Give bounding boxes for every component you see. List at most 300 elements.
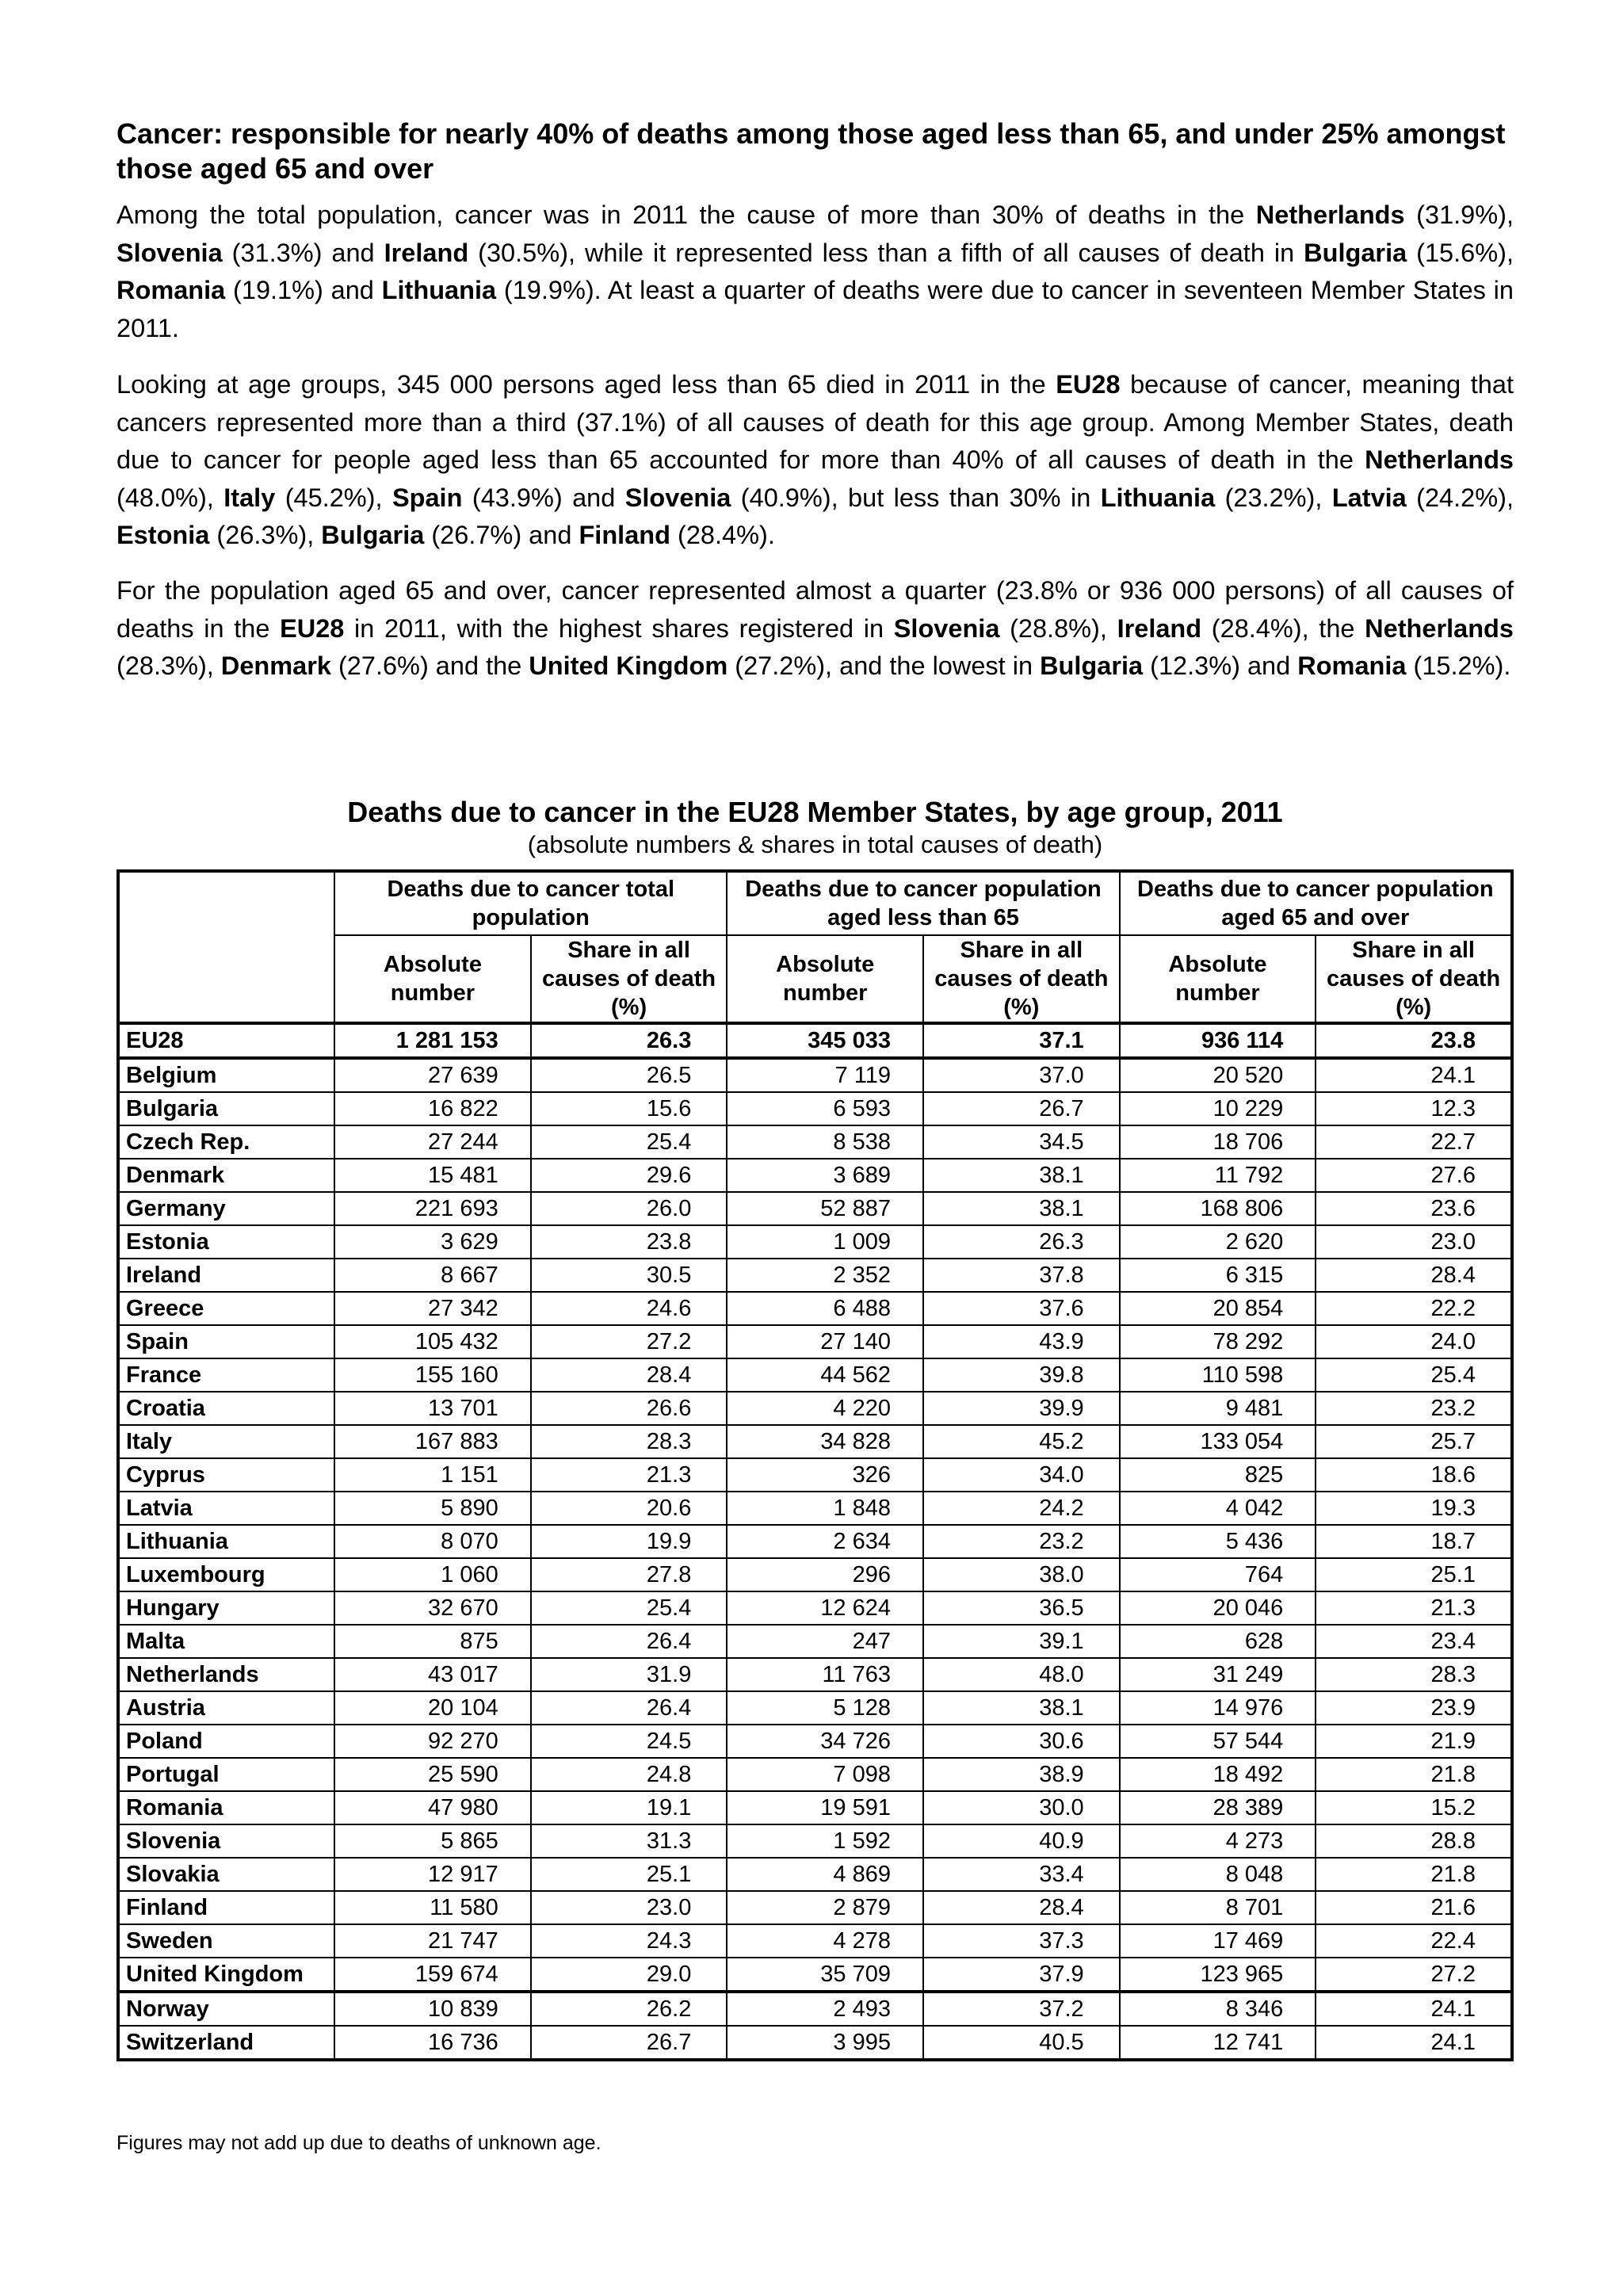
absolute-number-cell: 47 980 [334,1791,531,1824]
table-row [118,1625,1512,1658]
header-country-blank [118,871,334,1023]
table-row [118,1159,1512,1192]
header-group-65-over: Deaths due to cancer population aged 65 and over [1120,871,1512,935]
share-cell: 28.4 [923,1891,1120,1924]
share-cell: 24.3 [531,1924,727,1958]
table-row [118,1225,1512,1259]
share-cell: 25.1 [531,1858,727,1891]
absolute-number-cell: 345 033 [727,1023,923,1058]
share-cell: 37.3 [923,1924,1120,1958]
body-text: (15.6%), [1407,238,1514,267]
absolute-number-cell: 11 580 [334,1891,531,1924]
body-text: (28.4%). [670,521,775,549]
table-row [118,2026,1512,2060]
absolute-number-cell: 5 436 [1120,1525,1316,1558]
body-text: (28.4%), the [1201,613,1365,643]
share-cell: 30.6 [923,1725,1120,1758]
body-text: (19.1%) and [225,276,382,304]
share-cell: 22.7 [1316,1125,1512,1159]
share-cell: 25.4 [531,1125,727,1159]
share-cell: 26.6 [531,1392,727,1425]
absolute-number-cell: 34 726 [727,1725,923,1758]
body-text: because of cancer, meaning that cancers represented more than a third (37.1%) of all causes of death for this age group. Among Member States, death due to cancer for people aged less than 65 accounted for more than 40% of all causes of death in the [116,370,1514,474]
table-row [118,1425,1512,1458]
body-text: (12.3%) and [1143,651,1298,680]
share-cell: 24.1 [1316,2026,1512,2060]
absolute-number-cell: 7 119 [727,1058,923,1092]
share-cell: 22.4 [1316,1924,1512,1958]
absolute-number-cell: 9 481 [1120,1392,1316,1425]
share-cell: 25.7 [1316,1425,1512,1458]
share-cell: 38.1 [923,1192,1120,1225]
absolute-number-cell: 16 822 [334,1092,531,1125]
country-cell: Luxembourg [118,1558,334,1591]
share-cell: 23.2 [1316,1392,1512,1425]
absolute-number-cell: 5 128 [727,1691,923,1725]
share-cell: 38.1 [923,1159,1120,1192]
share-cell: 33.4 [923,1858,1120,1891]
absolute-number-cell: 20 854 [1120,1292,1316,1325]
share-cell: 24.1 [1316,1992,1512,2026]
absolute-number-cell: 4 220 [727,1392,923,1425]
country-cell: Belgium [118,1058,334,1092]
share-cell: 23.6 [1316,1192,1512,1225]
table-row [118,1292,1512,1325]
emphasis-text: Slovenia [893,613,1000,643]
absolute-number-cell: 155 160 [334,1358,531,1392]
share-cell: 39.1 [923,1625,1120,1658]
table-row [118,1658,1512,1691]
share-cell: 21.3 [531,1458,727,1492]
share-cell: 23.0 [531,1891,727,1924]
absolute-number-cell: 10 229 [1120,1092,1316,1125]
emphasis-text: Latvia [1331,483,1407,512]
share-cell: 26.4 [531,1691,727,1725]
emphasis-text: Romania [1297,651,1407,680]
country-cell: Sweden [118,1924,334,1958]
table-row [118,1858,1512,1891]
absolute-number-cell: 2 352 [727,1259,923,1292]
absolute-number-cell: 17 469 [1120,1924,1316,1958]
absolute-number-cell: 31 249 [1120,1658,1316,1691]
absolute-number-cell: 296 [727,1558,923,1591]
absolute-number-cell: 1 151 [334,1458,531,1492]
table-body [118,1023,1512,2060]
share-cell: 30.0 [923,1791,1120,1824]
absolute-number-cell: 16 736 [334,2026,531,2060]
country-cell: Croatia [118,1392,334,1425]
paragraph-total-population [116,197,1514,347]
absolute-number-cell: 6 315 [1120,1259,1316,1292]
emphasis-text: Bulgaria [321,521,425,549]
country-cell: France [118,1358,334,1392]
table-row [118,1525,1512,1558]
share-cell: 24.6 [531,1292,727,1325]
emphasis-text: Slovenia [624,483,731,512]
table-footnote: Figures may not add up due to deaths of unknown age. [116,2132,601,2154]
share-cell: 37.0 [923,1058,1120,1092]
header-group-under-65: Deaths due to cancer population aged less than 65 [727,871,1119,935]
table-row [118,1358,1512,1392]
table-row [118,1392,1512,1425]
share-cell: 34.0 [923,1458,1120,1492]
share-cell: 15.6 [531,1092,727,1125]
emphasis-text: Spain [391,483,463,512]
share-cell: 31.9 [531,1658,727,1691]
share-cell: 34.5 [923,1125,1120,1159]
table-row [118,1758,1512,1791]
share-cell: 39.8 [923,1358,1120,1392]
absolute-number-cell: 14 976 [1120,1691,1316,1725]
share-cell: 28.4 [1316,1259,1512,1292]
share-cell: 40.5 [923,2026,1120,2060]
absolute-number-cell: 5 865 [334,1824,531,1858]
absolute-number-cell: 12 741 [1120,2026,1316,2060]
share-cell: 23.2 [923,1525,1120,1558]
body-text: in 2011, with the highest shares registered in [344,613,894,643]
header-group-total: Deaths due to cancer total population [334,871,727,935]
absolute-number-cell: 13 701 [334,1392,531,1425]
absolute-number-cell: 3 995 [727,2026,923,2060]
table-row [118,1591,1512,1625]
table-row [118,1092,1512,1125]
absolute-number-cell: 110 598 [1120,1358,1316,1392]
emphasis-text: United Kingdom [529,651,728,680]
country-cell: Ireland [118,1259,334,1292]
share-cell: 37.8 [923,1259,1120,1292]
absolute-number-cell: 32 670 [334,1591,531,1625]
share-cell: 19.1 [531,1791,727,1824]
header-share: Share in all causes of death (%) [1316,935,1512,1023]
table-row [118,1791,1512,1824]
emphasis-text: Bulgaria [1040,651,1144,680]
share-cell: 24.0 [1316,1325,1512,1358]
share-cell: 19.9 [531,1525,727,1558]
share-cell: 27.2 [531,1325,727,1358]
absolute-number-cell: 2 493 [727,1992,923,2026]
absolute-number-cell: 3 689 [727,1159,923,1192]
share-cell: 27.2 [1316,1958,1512,1992]
absolute-number-cell: 2 634 [727,1525,923,1558]
absolute-number-cell: 123 965 [1120,1958,1316,1992]
share-cell: 25.4 [531,1591,727,1625]
absolute-number-cell: 20 046 [1120,1591,1316,1625]
share-cell: 23.4 [1316,1625,1512,1658]
absolute-number-cell: 133 054 [1120,1425,1316,1458]
absolute-number-cell: 326 [727,1458,923,1492]
country-cell: Spain [118,1325,334,1358]
absolute-number-cell: 27 342 [334,1292,531,1325]
country-cell: Italy [118,1425,334,1458]
body-text: (23.2%), [1215,483,1332,512]
share-cell: 38.9 [923,1758,1120,1791]
country-cell: Greece [118,1292,334,1325]
absolute-number-cell: 78 292 [1120,1325,1316,1358]
country-cell: Slovakia [118,1858,334,1891]
share-cell: 19.3 [1316,1492,1512,1525]
share-cell: 26.0 [531,1192,727,1225]
share-cell: 21.8 [1316,1758,1512,1791]
share-cell: 26.3 [531,1023,727,1058]
share-cell: 28.3 [531,1425,727,1458]
body-text: (48.0%), [116,483,224,512]
absolute-number-cell: 20 104 [334,1691,531,1725]
table-row [118,1492,1512,1525]
absolute-number-cell: 5 890 [334,1492,531,1525]
table-row [118,1958,1512,1992]
emphasis-text: Ireland [384,238,469,267]
share-cell: 30.5 [531,1259,727,1292]
country-cell: United Kingdom [118,1958,334,1992]
absolute-number-cell: 27 244 [334,1125,531,1159]
table-title: Deaths due to cancer in the EU28 Member States, by age group, 2011 [347,796,1283,828]
body-text: (43.9%) and [462,483,625,512]
paragraph-65-and-over [116,572,1514,686]
absolute-number-cell: 6 593 [727,1092,923,1125]
table-row [118,1125,1512,1159]
share-cell: 18.7 [1316,1525,1512,1558]
header-absolute-number: Absolute number [1120,935,1316,1023]
body-text: (24.2%), [1406,483,1514,512]
share-cell: 25.1 [1316,1558,1512,1591]
table-row [118,1924,1512,1958]
absolute-number-cell: 825 [1120,1458,1316,1492]
share-cell: 26.2 [531,1992,727,2026]
body-text: (31.3%) and [222,238,384,267]
share-cell: 23.8 [1316,1023,1512,1058]
table-row [118,1259,1512,1292]
absolute-number-cell: 11 763 [727,1658,923,1691]
absolute-number-cell: 159 674 [334,1958,531,1992]
emphasis-text: Bulgaria [1304,238,1407,267]
absolute-number-cell: 221 693 [334,1192,531,1225]
absolute-number-cell: 764 [1120,1558,1316,1591]
body-text: Looking at age groups, 345 000 persons aged less than 65 died in 2011 in the [116,370,1056,399]
body-text: For the population aged 65 and over, cancer represented almost a quarter (23.8% or 936 000 persons) of all causes of deaths in the [116,576,1514,643]
header-absolute-number: Absolute number [727,935,923,1023]
share-cell: 31.3 [531,1824,727,1858]
absolute-number-cell: 8 667 [334,1259,531,1292]
body-text: (30.5%), while it represented less than a fifth of all causes of death in [468,238,1304,267]
absolute-number-cell: 628 [1120,1625,1316,1658]
body-text: (15.2%). [1406,651,1511,680]
emphasis-text: Slovenia [116,238,223,267]
share-cell: 29.6 [531,1159,727,1192]
absolute-number-cell: 8 070 [334,1525,531,1558]
emphasis-text: Romania [116,276,226,304]
absolute-number-cell: 1 848 [727,1492,923,1525]
share-cell: 26.5 [531,1058,727,1092]
country-cell: Austria [118,1691,334,1725]
emphasis-text: Ireland [1117,613,1202,643]
body-text: (27.2%), and the lowest in [727,651,1041,680]
body-text: (26.7%) and [424,521,579,549]
absolute-number-cell: 44 562 [727,1358,923,1392]
absolute-number-cell: 167 883 [334,1425,531,1458]
share-cell: 36.5 [923,1591,1120,1625]
table-row [118,1891,1512,1924]
table-row [118,1458,1512,1492]
absolute-number-cell: 20 520 [1120,1058,1316,1092]
table-row [118,1992,1512,2026]
share-cell: 20.6 [531,1492,727,1525]
absolute-number-cell: 875 [334,1625,531,1658]
absolute-number-cell: 18 492 [1120,1758,1316,1791]
table-row [118,1824,1512,1858]
absolute-number-cell: 12 624 [727,1591,923,1625]
table-row [118,1558,1512,1591]
absolute-number-cell: 105 432 [334,1325,531,1358]
share-cell: 43.9 [923,1325,1120,1358]
share-cell: 15.2 [1316,1791,1512,1824]
country-cell: Romania [118,1791,334,1824]
emphasis-text: Estonia [116,521,210,549]
body-text: (28.8%), [999,613,1117,643]
country-cell: Finland [118,1891,334,1924]
share-cell: 45.2 [923,1425,1120,1458]
body-text: (40.9%), but less than 30% in [731,483,1101,512]
absolute-number-cell: 43 017 [334,1658,531,1691]
body-text: (28.3%), [116,651,221,680]
share-cell: 37.1 [923,1023,1120,1058]
share-cell: 27.6 [1316,1159,1512,1192]
absolute-number-cell: 28 389 [1120,1791,1316,1824]
absolute-number-cell: 4 273 [1120,1824,1316,1858]
share-cell: 38.0 [923,1558,1120,1591]
body-text: (27.6%) and the [330,651,529,680]
emphasis-text: Denmark [220,651,331,680]
share-cell: 12.3 [1316,1092,1512,1125]
country-cell: Latvia [118,1492,334,1525]
share-cell: 22.2 [1316,1292,1512,1325]
table-row [118,1325,1512,1358]
absolute-number-cell: 35 709 [727,1958,923,1992]
share-cell: 18.6 [1316,1458,1512,1492]
share-cell: 37.6 [923,1292,1120,1325]
absolute-number-cell: 1 009 [727,1225,923,1259]
absolute-number-cell: 11 792 [1120,1159,1316,1192]
absolute-number-cell: 7 098 [727,1758,923,1791]
share-cell: 21.6 [1316,1891,1512,1924]
absolute-number-cell: 8 346 [1120,1992,1316,2026]
body-text: Among the total population, cancer was in 2011 the cause of more than 30% of deaths in the [116,201,1256,229]
absolute-number-cell: 6 488 [727,1292,923,1325]
absolute-number-cell: 8 048 [1120,1858,1316,1891]
emphasis-text: Finland [579,521,670,549]
share-cell: 28.8 [1316,1824,1512,1858]
share-cell: 21.8 [1316,1858,1512,1891]
absolute-number-cell: 4 869 [727,1858,923,1891]
header-absolute-number: Absolute number [334,935,531,1023]
absolute-number-cell: 92 270 [334,1725,531,1758]
table-subtitle: (absolute numbers & shares in total causes of death) [527,831,1103,858]
emphasis-text: Lithuania [381,276,497,304]
share-cell: 26.4 [531,1625,727,1658]
share-cell: 37.2 [923,1992,1120,2026]
absolute-number-cell: 3 629 [334,1225,531,1259]
share-cell: 21.3 [1316,1591,1512,1625]
share-cell: 25.4 [1316,1358,1512,1392]
header-share: Share in all causes of death (%) [531,935,727,1023]
absolute-number-cell: 1 281 153 [334,1023,531,1058]
country-cell: Cyprus [118,1458,334,1492]
absolute-number-cell: 18 706 [1120,1125,1316,1159]
absolute-number-cell: 8 701 [1120,1891,1316,1924]
share-cell: 29.0 [531,1958,727,1992]
share-cell: 37.9 [923,1958,1120,1992]
emphasis-text: Italy [223,483,276,512]
share-cell: 21.9 [1316,1725,1512,1758]
share-cell: 24.2 [923,1492,1120,1525]
share-cell: 24.8 [531,1758,727,1791]
absolute-number-cell: 1 592 [727,1824,923,1858]
table-row [118,1058,1512,1092]
share-cell: 26.3 [923,1225,1120,1259]
country-cell: Norway [118,1992,334,2026]
share-cell: 24.1 [1316,1058,1512,1092]
absolute-number-cell: 57 544 [1120,1725,1316,1758]
share-cell: 27.8 [531,1558,727,1591]
absolute-number-cell: 4 042 [1120,1492,1316,1525]
emphasis-text: EU28 [1056,370,1121,399]
share-cell: 28.3 [1316,1658,1512,1691]
absolute-number-cell: 27 639 [334,1058,531,1092]
country-cell: Lithuania [118,1525,334,1558]
table-row [118,1725,1512,1758]
section-heading: Cancer: responsible for nearly 40% of deaths among those aged less than 65, and under 25% amongst those aged 65 and over [116,117,1506,185]
table-row [118,1192,1512,1225]
country-cell: Malta [118,1625,334,1658]
emphasis-text: Netherlands [1365,613,1514,643]
country-cell: Poland [118,1725,334,1758]
country-cell: Portugal [118,1758,334,1791]
cancer-deaths-table [116,869,1514,2061]
emphasis-text: EU28 [280,613,345,643]
absolute-number-cell: 52 887 [727,1192,923,1225]
emphasis-text: Lithuania [1100,483,1216,512]
country-cell: Germany [118,1192,334,1225]
share-cell: 48.0 [923,1658,1120,1691]
absolute-number-cell: 27 140 [727,1325,923,1358]
country-cell: Switzerland [118,2026,334,2060]
country-cell: Netherlands [118,1658,334,1691]
country-cell: Czech Rep. [118,1125,334,1159]
header-share: Share in all causes of death (%) [923,935,1120,1023]
emphasis-text: Netherlands [1255,201,1405,229]
country-cell: Hungary [118,1591,334,1625]
share-cell: 26.7 [531,2026,727,2060]
country-cell: Denmark [118,1159,334,1192]
absolute-number-cell: 10 839 [334,1992,531,2026]
body-text: (31.9%), [1404,201,1514,229]
country-cell: Slovenia [118,1824,334,1858]
share-cell: 23.0 [1316,1225,1512,1259]
absolute-number-cell: 2 879 [727,1891,923,1924]
share-cell: 38.1 [923,1691,1120,1725]
absolute-number-cell: 8 538 [727,1125,923,1159]
body-text: (19.9%). At least a quarter of deaths were due to cancer in seventeen Member States in 2011. [116,276,1514,342]
absolute-number-cell: 19 591 [727,1791,923,1824]
absolute-number-cell: 15 481 [334,1159,531,1192]
share-cell: 23.9 [1316,1691,1512,1725]
country-cell: Estonia [118,1225,334,1259]
absolute-number-cell: 12 917 [334,1858,531,1891]
share-cell: 28.4 [531,1358,727,1392]
body-text: (45.2%), [275,483,392,512]
absolute-number-cell: 21 747 [334,1924,531,1958]
country-cell: EU28 [118,1023,334,1058]
share-cell: 40.9 [923,1824,1120,1858]
